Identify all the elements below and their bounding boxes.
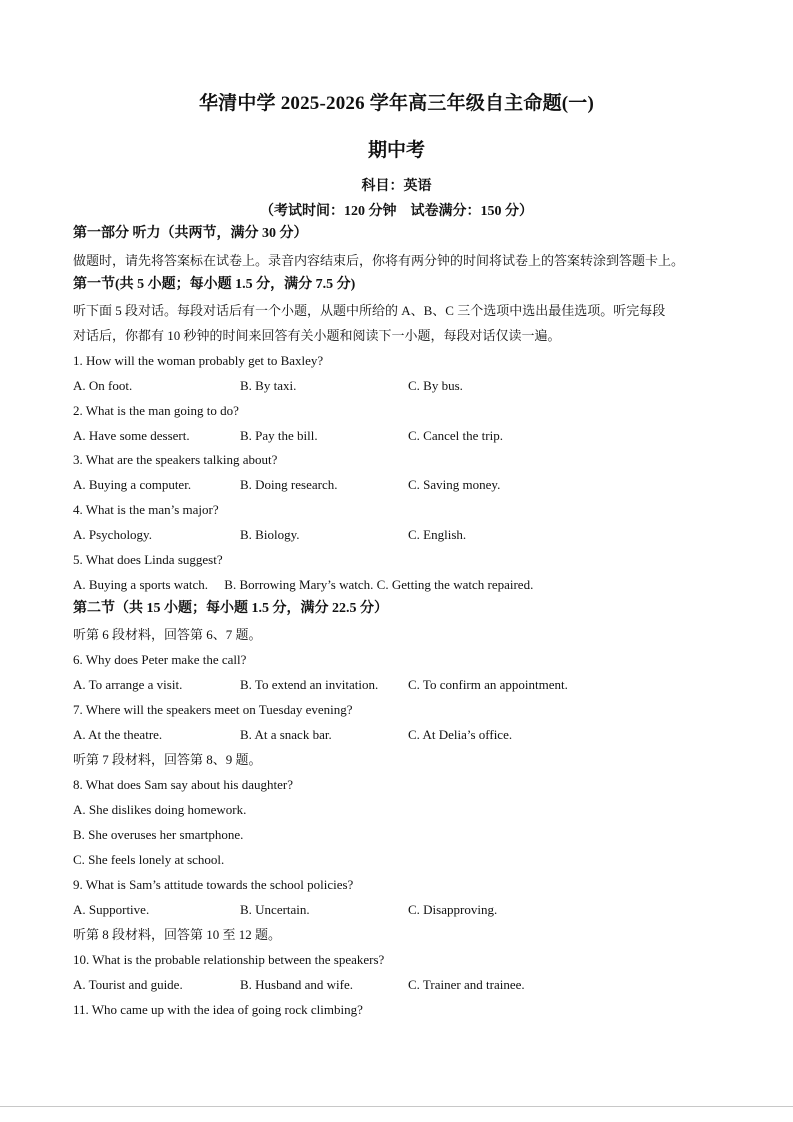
material-7-instruction: 听第 7 段材料，回答第 8、9 题。	[73, 752, 262, 767]
question-9-options	[73, 902, 713, 918]
question-7: 7. Where will the speakers meet on Tuesday evening?	[73, 702, 353, 717]
question-4: 4. What is the man’s major?	[73, 502, 219, 517]
option-a: A. Buying a computer.	[73, 477, 192, 492]
material-8-instruction: 听第 8 段材料，回答第 10 至 12 题。	[73, 927, 282, 942]
question-2-options	[73, 428, 713, 444]
option-b: B. Husband and wife.	[240, 977, 354, 992]
option-a: A. To arrange a visit.	[73, 677, 183, 692]
option-a: A. Psychology.	[73, 527, 152, 542]
option-b: B. Uncertain.	[240, 902, 310, 917]
option-b: B. Biology.	[240, 527, 300, 542]
question-1: 1. How will the woman probably get to Baxley?	[73, 353, 324, 368]
exam-time-info: （考试时间：120 分钟 试卷满分：150 分）	[260, 204, 533, 219]
question-8-option-b: B. She overuses her smartphone.	[73, 827, 244, 842]
question-3-options	[73, 477, 713, 493]
option-c: C. Trainer and trainee.	[408, 977, 525, 992]
option-c: C. Saving money.	[408, 477, 501, 492]
option-a: A. Supportive.	[73, 902, 150, 917]
section1-instruction-line1: 听下面 5 段对话。每段对话后有一个小题，从题中所给的 A、B、C 三个选项中选出最佳选项。听完每段	[73, 303, 666, 318]
question-2: 2. What is the man going to do?	[73, 403, 239, 418]
section2-heading: 第二节（共 15 小题；每小题 1.5 分，满分 22.5 分）	[73, 601, 388, 616]
question-8-option-c: C. She feels lonely at school.	[73, 852, 225, 867]
exam-subject: 科目：英语	[361, 179, 432, 194]
exam-title: 华清中学 2025-2026 学年高三年级自主命题(一)	[198, 93, 595, 114]
section1-instruction-line2: 对话后，你都有 10 秒钟的时间来回答有关小题和阅读下一小题，每段对话仅读一遍。	[73, 328, 561, 343]
page-bottom-divider	[0, 1106, 793, 1107]
part1-heading: 第一部分 听力（共两节，满分 30 分）	[73, 226, 308, 241]
question-5-options: A. Buying a sports watch. B. Borrowing Mary’s watch. C. Getting the watch repaired.	[73, 577, 534, 592]
option-b: B. Doing research.	[240, 477, 338, 492]
section1-heading: 第一节(共 5 小题；每小题 1.5 分，满分 7.5 分)	[73, 277, 356, 292]
question-6-options	[73, 677, 713, 693]
option-a: A. Have some dessert.	[73, 428, 190, 443]
question-8-option-a: A. She dislikes doing homework.	[73, 802, 247, 817]
option-c: C. To confirm an appointment.	[408, 677, 568, 692]
option-c: C. English.	[408, 527, 467, 542]
option-c: C. Cancel the trip.	[408, 428, 503, 443]
question-10-options	[73, 977, 713, 993]
question-9: 9. What is Sam’s attitude towards the school policies?	[73, 877, 354, 892]
question-1-options	[73, 378, 713, 394]
option-c: C. At Delia’s office.	[408, 727, 513, 742]
question-7-options	[73, 727, 713, 743]
option-a: A. On foot.	[73, 378, 133, 393]
option-b: B. To extend an invitation.	[240, 677, 379, 692]
material-6-instruction: 听第 6 段材料，回答第 6、7 题。	[73, 627, 262, 642]
option-b: B. By taxi.	[240, 378, 297, 393]
option-b: B. Pay the bill.	[240, 428, 318, 443]
question-8: 8. What does Sam say about his daughter?	[73, 777, 293, 792]
question-5: 5. What does Linda suggest?	[73, 552, 223, 567]
question-11: 11. Who came up with the idea of going rock climbing?	[73, 1002, 363, 1017]
option-c: C. Disapproving.	[408, 902, 498, 917]
option-a: A. Tourist and guide.	[73, 977, 183, 992]
option-b: B. At a snack bar.	[240, 727, 332, 742]
question-3: 3. What are the speakers talking about?	[73, 452, 278, 467]
question-4-options	[73, 527, 713, 543]
part1-intro: 做题时，请先将答案标在试卷上。录音内容结束后，你将有两分钟的时间将试卷上的答案转涂到答题卡上。	[73, 253, 685, 268]
question-10: 10. What is the probable relationship between the speakers?	[73, 952, 385, 967]
question-6: 6. Why does Peter make the call?	[73, 652, 247, 667]
option-a: A. At the theatre.	[73, 727, 163, 742]
exam-subtitle: 期中考	[367, 140, 425, 161]
option-c: C. By bus.	[408, 378, 463, 393]
